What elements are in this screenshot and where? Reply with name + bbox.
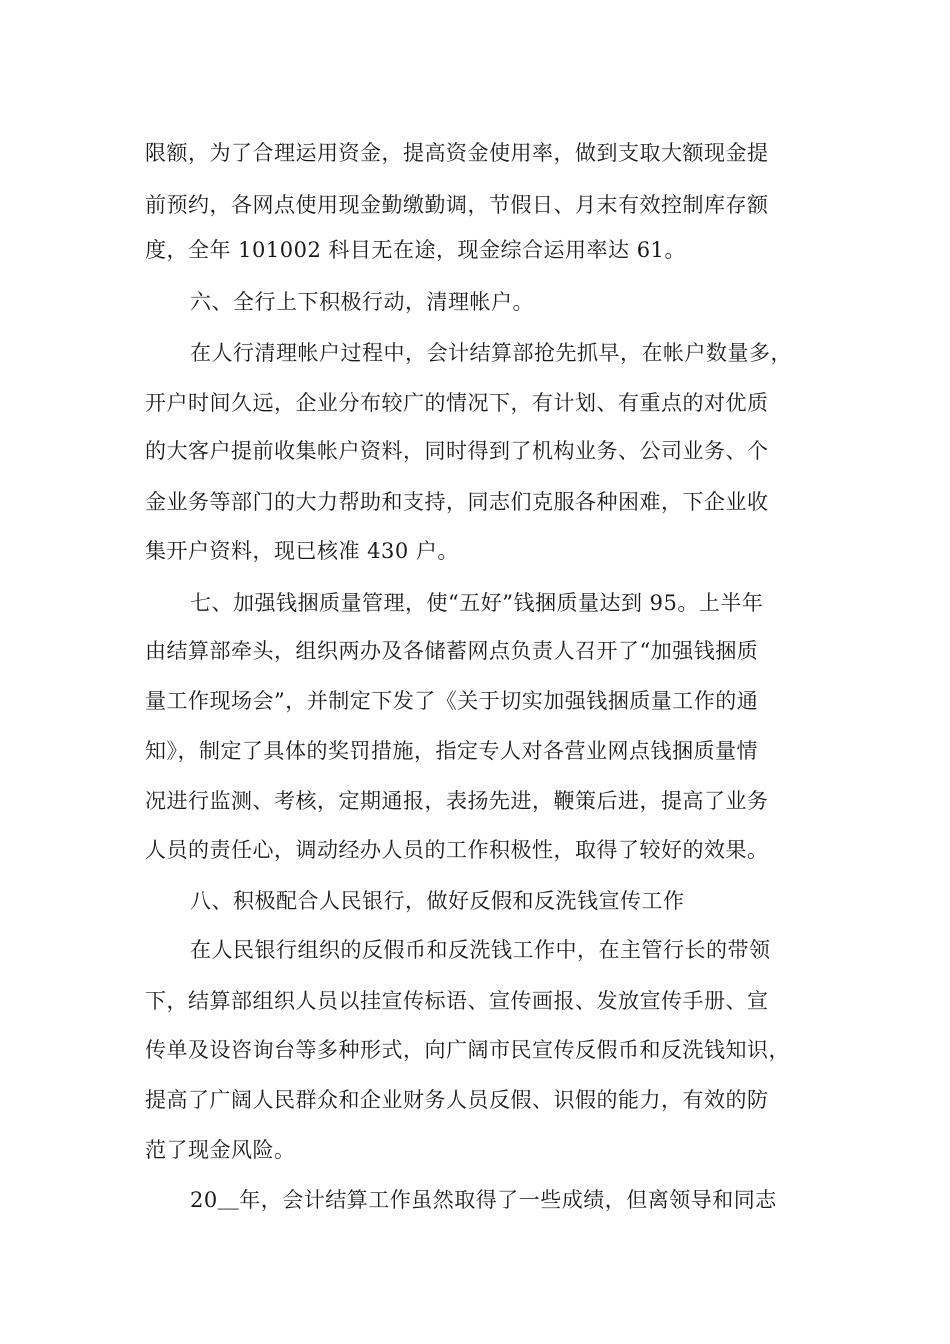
text-line: 的大客户提前收集帐户资料，同时得到了机构业务、公司业务、个 — [145, 439, 769, 463]
text-line: 集开户资料，现已核准 430 户。 — [145, 539, 459, 563]
text-line: 量工作现场会”，并制定下发了《关于切实加强钱捆质量工作的通 — [145, 689, 759, 713]
section-heading-6: 六、全行上下积极行动，清理帐户。 — [190, 290, 534, 314]
section-heading-7: 七、加强钱捆质量管理，使“五好”钱捆质量达到 95。上半年 — [190, 591, 764, 615]
text-line: 提高了广阔人民群众和企业财务人员反假、识假的能力，有效的防 — [145, 1088, 769, 1112]
text-line: 由结算部牵头，组织两办及各储蓄网点负责人召开了“加强钱捆质 — [145, 639, 759, 663]
section-heading-8: 八、积极配合人民银行，做好反假和反洗钱宣传工作 — [190, 889, 685, 913]
text-line: 在人民银行组织的反假币和反洗钱工作中，在主管行长的带领 — [190, 938, 771, 962]
text-line: 下，结算部组织人员以挂宣传标语、宣传画报、发放宣传手册、宣 — [145, 989, 769, 1013]
text-line: 况进行监测、考核，定期通报，表扬先进，鞭策后进，提高了业务 — [145, 789, 769, 813]
text-line: 度，全年 101002 科目无在途，现金综合运用率达 61。 — [145, 238, 686, 262]
text-line: 人员的责任心，调动经办人员的工作积极性，取得了较好的效果。 — [145, 838, 769, 862]
text-line: 在人行清理帐户过程中，会计结算部抢先抓早，在帐户数量多， — [190, 341, 792, 365]
text-line: 前预约，各网点使用现金勤缴勤调，节假日、月末有效控制库存额 — [145, 193, 769, 217]
text-line: 传单及设咨询台等多种形式，向广阔市民宣传反假币和反洗钱知识， — [145, 1038, 790, 1062]
text-line: 金业务等部门的大力帮助和支持，同志们克服各种困难，下企业收 — [145, 490, 769, 514]
text-line: 限额，为了合理运用资金，提高资金使用率，做到支取大额现金提 — [145, 141, 769, 165]
text-line: 范了现金风险。 — [145, 1138, 296, 1162]
text-line: 20＿年，会计结算工作虽然取得了一些成绩，但离领导和同志 — [190, 1188, 777, 1212]
text-line: 开户时间久远，企业分布较广的情况下，有计划、有重点的对优质 — [145, 391, 769, 415]
text-line: 知》，制定了具体的奖罚措施，指定专人对各营业网点钱捆质量情 — [145, 739, 758, 763]
